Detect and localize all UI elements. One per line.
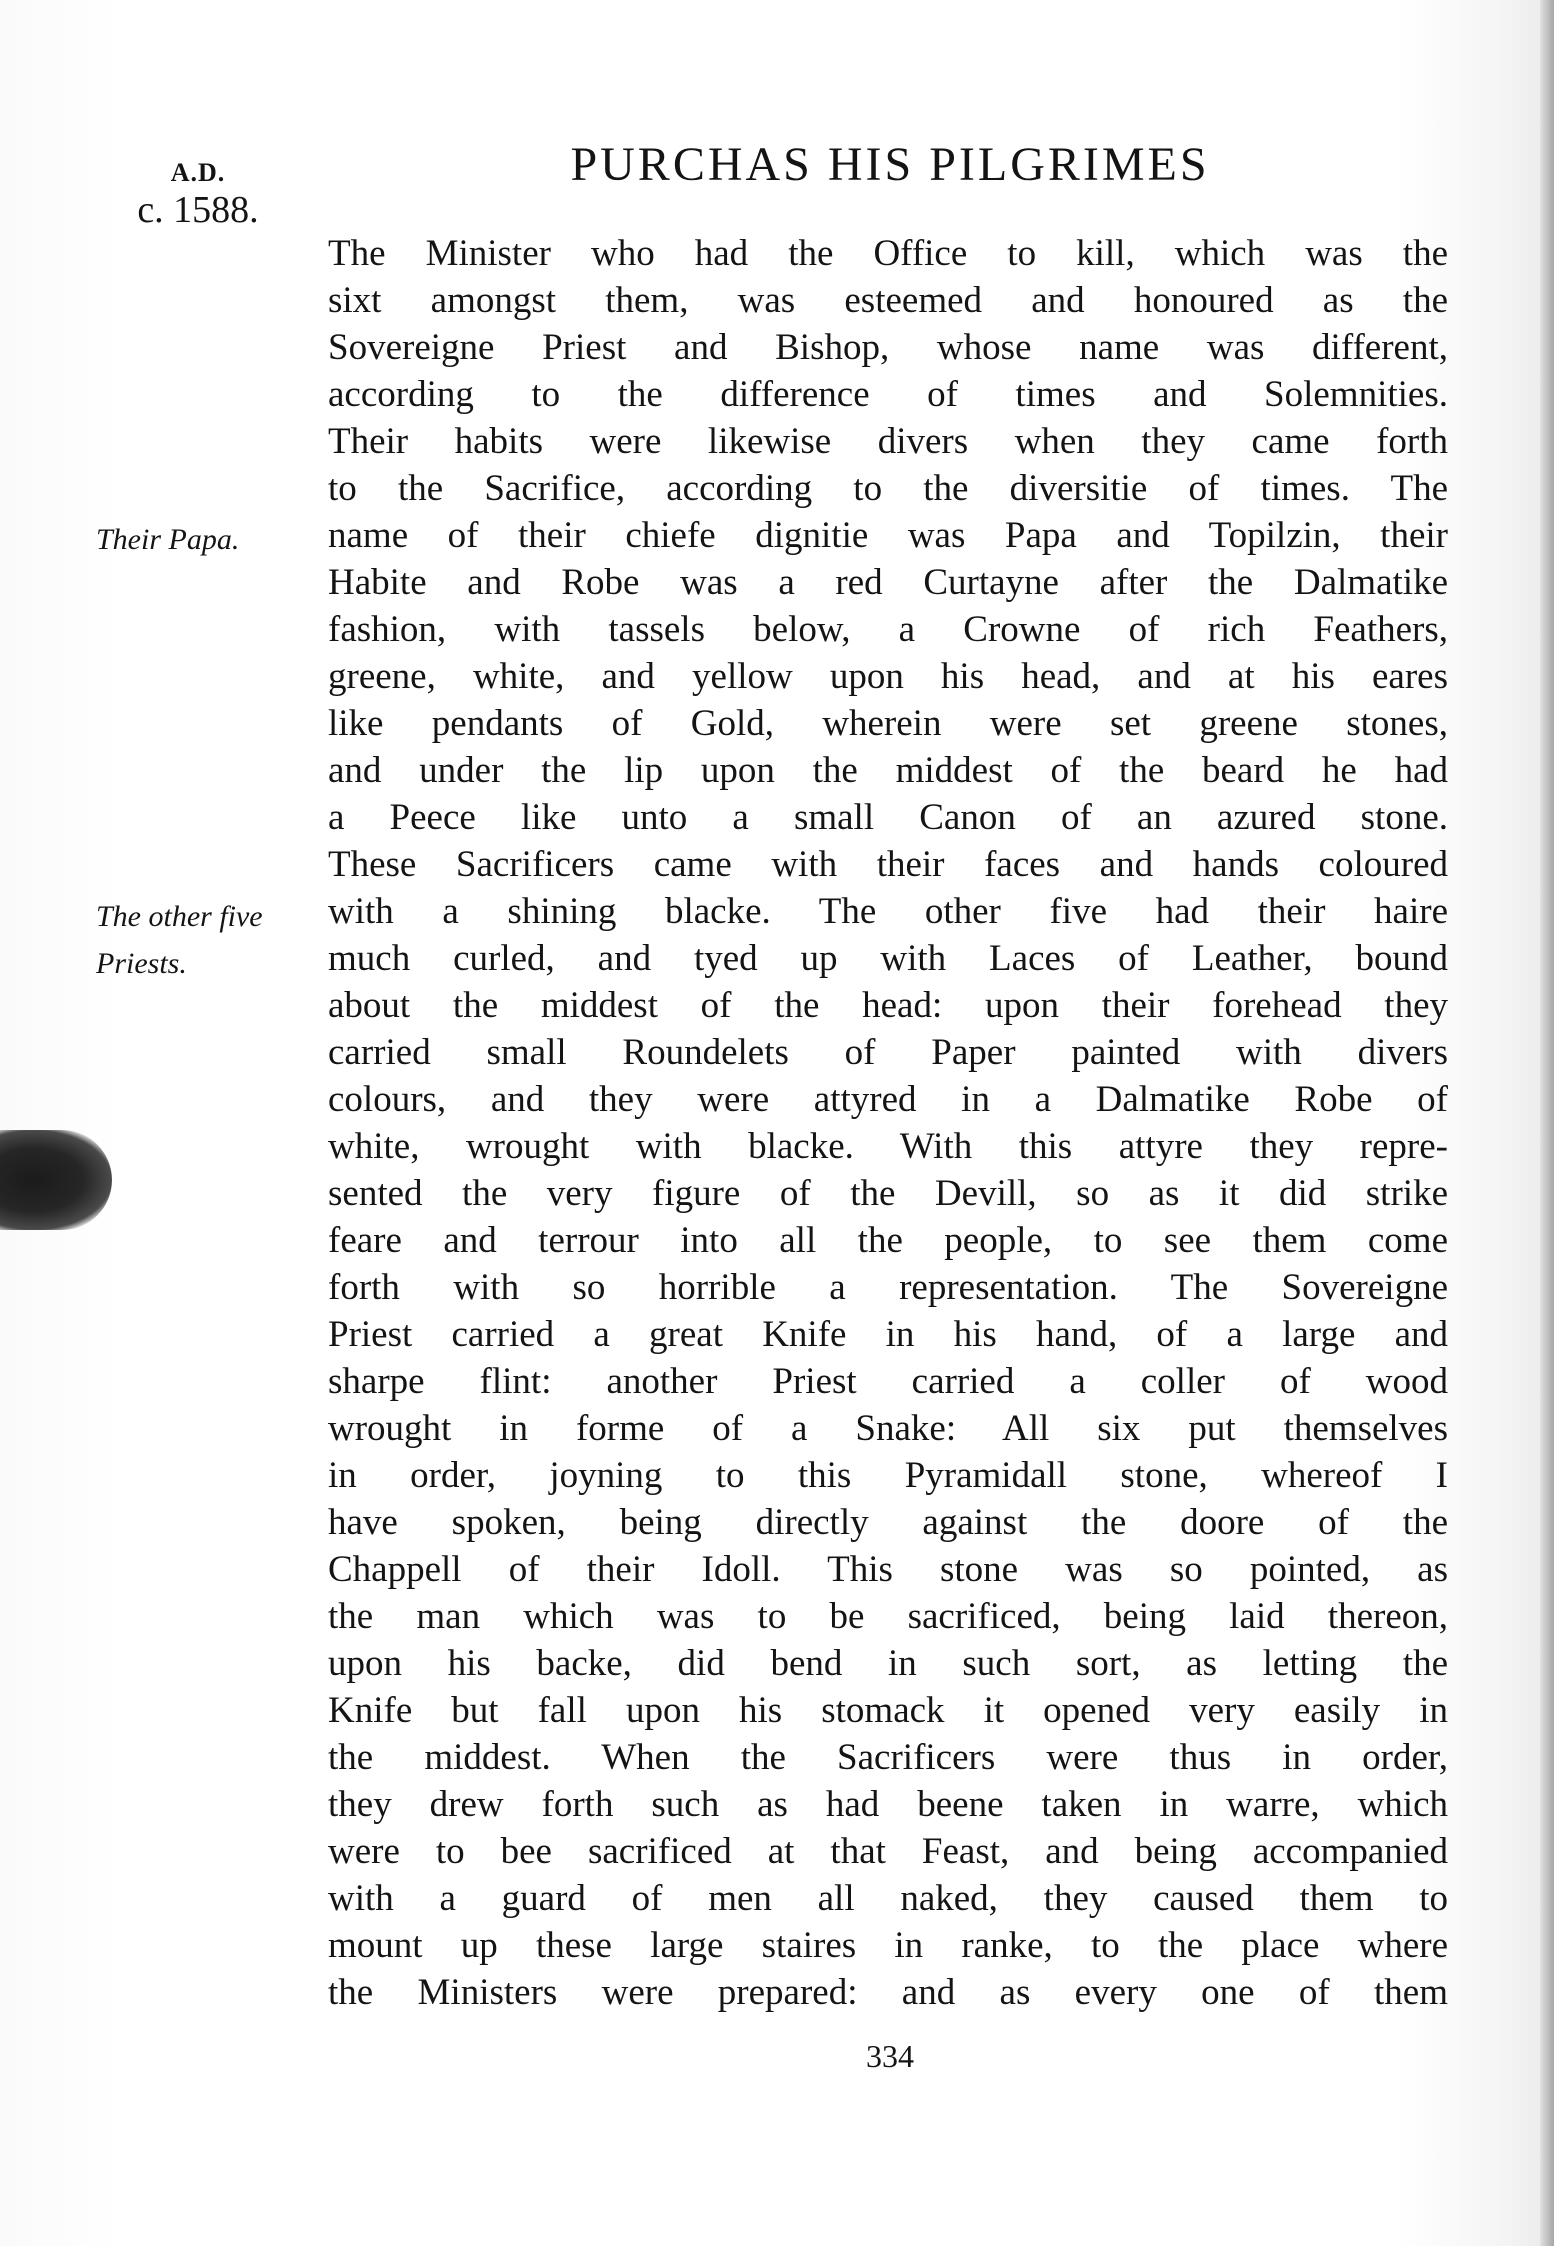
text-line: were to bee sacrificed at that Feast, and being accompanied [328, 1831, 1448, 1872]
text-line: sented the very figure of the Devill, so as it did strike [328, 1173, 1448, 1214]
text-line: white, wrought with blacke. With this attyre they repre- [328, 1126, 1448, 1167]
text-line: according to the difference of times and Solemnities. [328, 374, 1448, 415]
text-line: These Sacrificers came with their faces and hands coloured [328, 844, 1448, 885]
text-line: and under the lip upon the middest of the beard he had [328, 750, 1448, 791]
text-line: with a shining blacke. The other five had their haire [328, 891, 1448, 932]
text-line: carried small Roundelets of Paper painted with divers [328, 1032, 1448, 1073]
text-line: Priest carried a great Knife in his hand, of a large and [328, 1314, 1448, 1355]
era-label: A.D. [170, 158, 226, 187]
text-line: sharpe flint: another Priest carried a coller of wood [328, 1361, 1448, 1402]
text-line: Chappell of their Idoll. This stone was so pointed, as [328, 1549, 1448, 1590]
text-line: Their habits were likewise divers when they came forth [328, 421, 1448, 462]
text-line: like pendants of Gold, wherein were set greene stones, [328, 703, 1448, 744]
margin-note-papa: Their Papa. [96, 523, 240, 556]
text-line: mount up these large staires in ranke, to the place where [328, 1925, 1448, 1966]
text-line: they drew forth such as had beene taken in warre, which [328, 1784, 1448, 1825]
text-line: upon his backe, did bend in such sort, as letting the [328, 1643, 1448, 1684]
text-line: the middest. When the Sacrificers were thus in order, [328, 1737, 1448, 1778]
text-line: in order, joyning to this Pyramidall stone, whereof I [328, 1455, 1448, 1496]
year-label: c. 1588. [137, 189, 259, 231]
page-number: 334 [866, 2038, 914, 2074]
text-line: Habite and Robe was a red Curtayne after the Dalmatike [328, 562, 1448, 603]
text-line: about the middest of the head: upon their forehead they [328, 985, 1448, 1026]
text-line: feare and terrour into all the people, to see them come [328, 1220, 1448, 1261]
text-line: have spoken, being directly against the doore of the [328, 1502, 1448, 1543]
text-line: with a guard of men all naked, they caused them to [328, 1878, 1448, 1919]
text-line: much curled, and tyed up with Laces of Leather, bound [328, 938, 1448, 979]
margin-note-other-priests [96, 893, 306, 987]
text-line: wrought in forme of a Snake: All six put themselves [328, 1408, 1448, 1449]
text-line: the Ministers were prepared: and as every one of them [328, 1972, 1448, 2013]
thumb-shadow [0, 1130, 112, 1230]
margin-note-line: Priests. [96, 947, 187, 980]
text-line: forth with so horrible a representation. The Sovereigne [328, 1267, 1448, 1308]
running-title: PURCHAS HIS PILGRIMES [570, 138, 1210, 191]
text-line: fashion, with tassels below, a Crowne of rich Feathers, [328, 609, 1448, 650]
date-header [118, 158, 278, 232]
text-line: Knife but fall upon his stomack it opened very easily in [328, 1690, 1448, 1731]
margin-note-line: The other five [96, 900, 263, 933]
text-line: to the Sacrifice, according to the diversitie of times. The [328, 468, 1448, 509]
text-line: The Minister who had the Office to kill, which was the [328, 233, 1448, 274]
page-gutter-shadow [1540, 0, 1554, 2246]
text-line: the man which was to be sacrificed, being laid thereon, [328, 1596, 1448, 1637]
text-line: Sovereigne Priest and Bishop, whose name was different, [328, 327, 1448, 368]
text-line: name of their chiefe dignitie was Papa and Topilzin, their [328, 515, 1448, 556]
text-line: greene, white, and yellow upon his head, and at his eares [328, 656, 1448, 697]
text-line: a Peece like unto a small Canon of an azured stone. [328, 797, 1448, 838]
text-line: sixt amongst them, was esteemed and honoured as the [328, 280, 1448, 321]
body-text [328, 230, 1448, 2016]
text-line: colours, and they were attyred in a Dalmatike Robe of [328, 1079, 1448, 1120]
